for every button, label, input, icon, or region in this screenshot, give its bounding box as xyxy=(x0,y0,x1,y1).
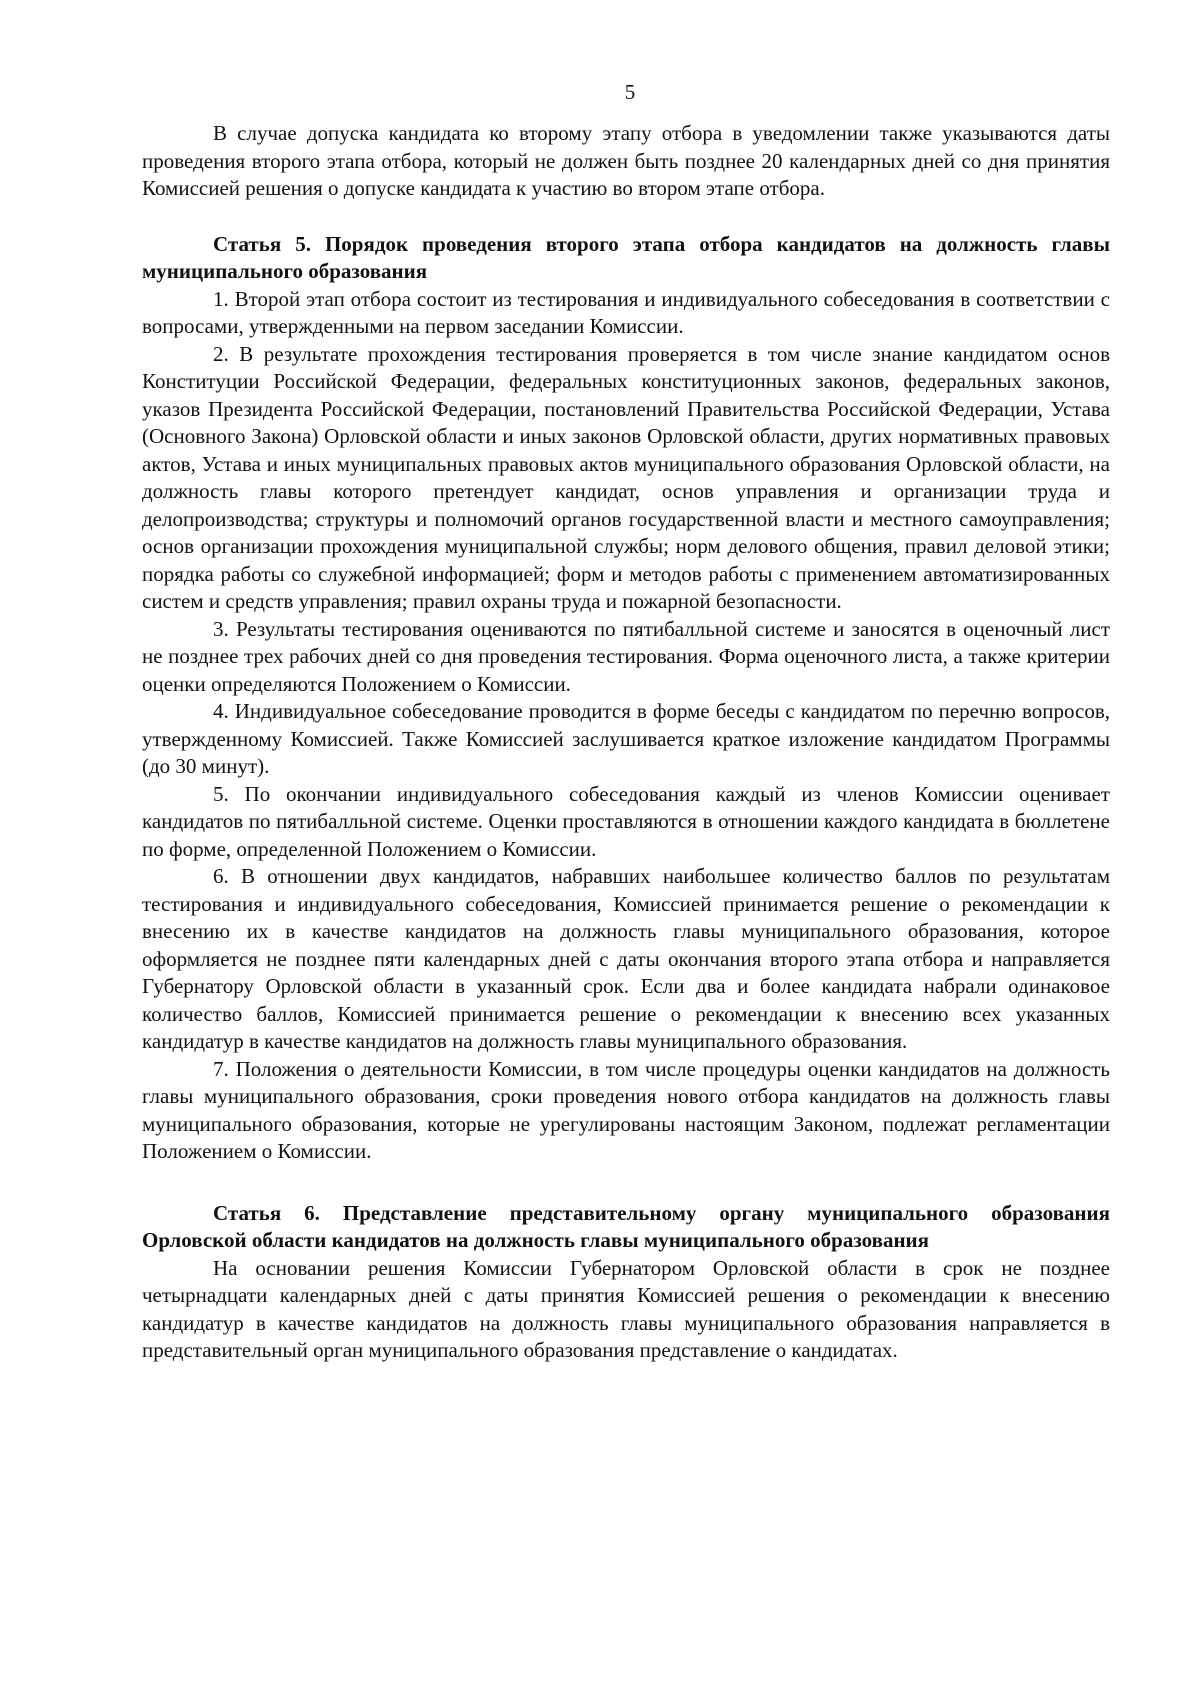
article-5-paragraph-5: 5. По окончании индивидуального собеседования каждый из членов Комиссии оценивает кандидатов по пятибалльной системе. Оценки проставляются в отношении каждого кандидата в бюллетене по форме, определенной Положением о Комиссии. xyxy=(142,781,1110,861)
article-5-paragraph-2: 2. В результате прохождения тестирования проверяется в том числе знание кандидатом основ Конституции Российской Федерации, федеральных конституционных законов, федеральных законов, указов Президента Российской Федерации, постановлений Правительства Российской Федерации, Устава (Основного Закона) Орловской области и иных законов Орловской области, других нормативных правовых актов, Устава и иных муниципальных правовых актов муниципального образования Орловской области, на должность главы которого претендует кандидат, основ управления и организации труда и делопроизводства; структуры и полномочий органов государственной власти и местного самоуправления; основ организации прохождения муниципальной службы; норм делового общения, правил деловой этики; порядка работы со служебной информацией; форм и методов работы с применением автоматизированных систем и средств управления; правил охраны труда и пожарной безопасности. xyxy=(142,341,1110,613)
article-6 xyxy=(142,1200,1110,1365)
article-6-paragraph-1: На основании решения Комиссии Губернатором Орловской области в срок не позднее четырнадцати календарных дней с даты принятия Комиссией решения о рекомендации к внесению кандидатур в качестве кандидатов на должность главы муниципального образования направляется в представительный орган муниципального образования представление о кандидатах. xyxy=(142,1255,1110,1362)
article-6-heading: Статья 6. Представление представительному органу муниципального образования Орловской области кандидатов на должность главы муниципального образования xyxy=(142,1200,1110,1252)
article-5-paragraph-7: 7. Положения о деятельности Комиссии, в том числе процедуры оценки кандидатов на должность главы муниципального образования, сроки проведения нового отбора кандидатов на должность главы муниципального образования, которые не урегулированы настоящим Законом, подлежат регламентации Положением о Комиссии. xyxy=(142,1056,1110,1163)
article-5-paragraph-6: 6. В отношении двух кандидатов, набравших наибольшее количество баллов по результатам тестирования и индивидуального собеседования, Комиссией принимается решение о рекомендации к внесению их в качестве кандидатов на должность главы муниципального образования, которое оформляется не позднее пяти календарных дней с даты окончания второго этапа отбора и направляется Губернатору Орловской области в указанный срок. Если два и более кандидата набрали одинаковое количество баллов, Комиссией принимается решение о рекомендации к внесению всех указанных кандидатур в качестве кандидатов на должность главы муниципального образования. xyxy=(142,864,1110,1053)
article-5 xyxy=(142,231,1110,1166)
document-page xyxy=(142,78,1110,1365)
spacer xyxy=(142,1166,1110,1200)
article-5-paragraph-3: 3. Результаты тестирования оцениваются по пятибалльной системе и заносятся в оценочный лист не позднее трех рабочих дней со дня проведения тестирования. Форма оценочного листа, а также критерии оценки определяются Положением о Комиссии. xyxy=(142,616,1110,696)
article-5-heading: Статья 5. Порядок проведения второго этапа отбора кандидатов на должность главы муниципального образования xyxy=(142,231,1110,283)
intro-paragraph: В случае допуска кандидата ко второму этапу отбора в уведомлении также указываются даты проведения второго этапа отбора, который не должен быть позднее 20 календарных дней со дня принятия Комиссией решения о допуске кандидата к участию во втором этапе отбора. xyxy=(142,121,1110,200)
spacer xyxy=(142,203,1110,231)
article-5-paragraph-4: 4. Индивидуальное собеседование проводится в форме беседы с кандидатом по перечню вопросов, утвержденному Комиссией. Также Комиссией заслушивается краткое изложение кандидатом Программы (до 30 минут). xyxy=(142,699,1110,778)
article-5-paragraph-1: 1. Второй этап отбора состоит из тестирования и индивидуального собеседования в соответствии с вопросами, утвержденными на первом заседании Комиссии. xyxy=(142,286,1110,338)
page-number: 5 xyxy=(624,80,636,104)
